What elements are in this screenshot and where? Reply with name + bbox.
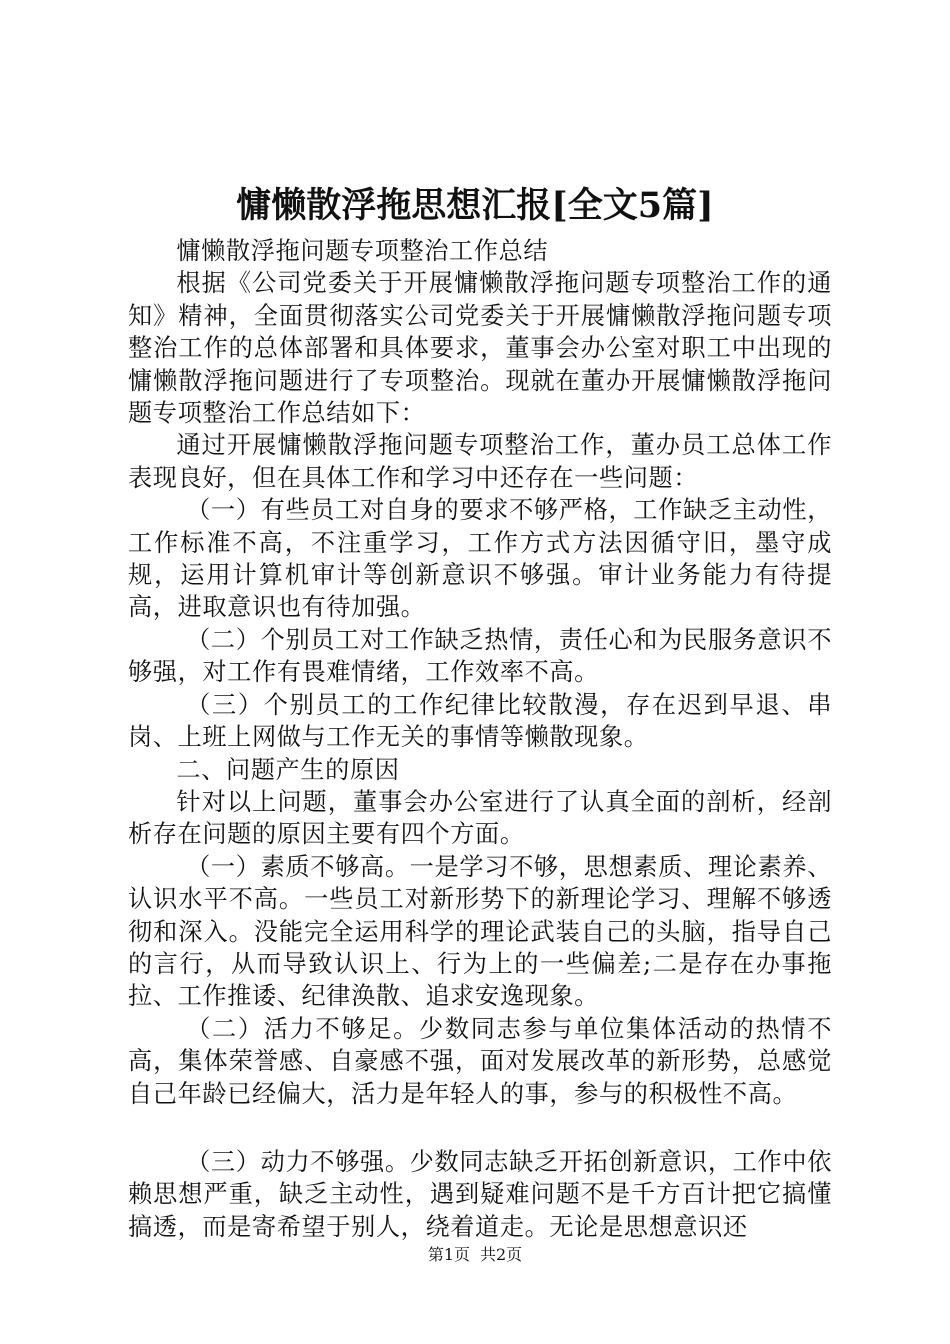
list-item: （二）个别员工对工作缺乏热情，责任心和为民服务意识不够强，对工作有畏难情绪，工作效率不高。 [128,625,832,687]
page-footer [0,1244,950,1266]
section-heading: 慵懒散浮拖问题专项整治工作总结 [176,237,549,265]
page-number: 第1页 [427,1245,470,1264]
paragraph: 根据《公司党委关于开展慵懒散浮拖问题专项整治工作的通知》精神，全面贯彻落实公司党委关于开展慵懒散浮拖问题专项整治工作的总体部署和具体要求，董事会办公室对职工中出现的慵懒散浮拖问题进行了专项整治。现就在董办开展慵懒散浮拖问题专项整治工作总结如下： [128,269,832,428]
section-heading: 二、问题产生的原因 [176,755,400,784]
list-item: （一）有些员工对自身的要求不够严格，工作缺乏主动性，工作标准不高，不注重学习，工作方式方法因循守旧，墨守成规，运用计算机审计等创新意识不够强。审计业务能力有待提高，进取意识也有待加强。 [128,496,832,622]
document-title: 慵懒散浮拖思想汇报[全文5篇] [236,185,714,226]
list-item: （一）素质不够高。一是学习不够，思想素质、理论素养、认识水平不高。一些员工对新形势下的新理论学习、理解不够透彻和深入。没能完全运用科学的理论武装自己的头脑，指导自己的言行，从而导致认识上、行为上的一些偏差;二是存在办事拖拉、工作推诿、纪律涣散、追求安逸现象。 [128,852,832,1011]
paragraph: 针对以上问题，董事会办公室进行了认真全面的剖析，经剖析存在问题的原因主要有四个方面。 [128,787,832,849]
list-item: （三）动力不够强。少数同志缺乏开拓创新意识，工作中依赖思想严重，缺乏主动性，遇到疑难问题不是千方百计把它搞懂搞透，而是寄希望于别人，绕着道走。无论是思想意识还 [128,1147,832,1241]
document-body [128,235,832,1243]
page-total: 共2页 [480,1245,523,1264]
list-item: （二）活力不够足。少数同志参与单位集体活动的热情不高，集体荣誉感、自豪感不强，面对发展改革的新形势，总感觉自己年龄已经偏大，活力是年轻人的事，参与的积极性不高。 [128,1014,832,1108]
paragraph: 通过开展慵懒散浮拖问题专项整治工作，董办员工总体工作表现良好，但在具体工作和学习中还存在一些问题： [128,431,832,492]
list-item: （三）个别员工的工作纪律比较散漫，存在迟到早退、串岗、上班上网做与工作无关的事情等懒散现象。 [128,690,832,752]
